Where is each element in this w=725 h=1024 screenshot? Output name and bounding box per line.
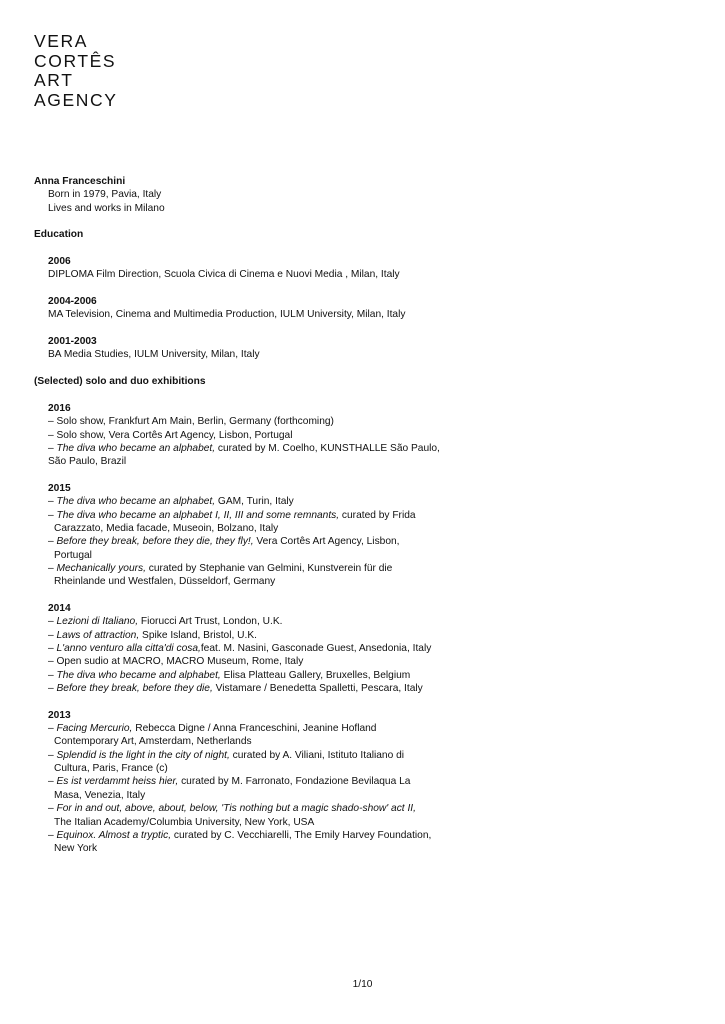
entry-dash: –	[48, 829, 57, 841]
education-entry: DIPLOMA Film Direction, Scuola Civica di Cinema e Nuovi Media , Milan, Italy	[48, 269, 400, 281]
exhibition-entry	[34, 615, 474, 628]
exhibitions-heading: (Selected) solo and duo exhibitions	[34, 376, 206, 388]
entry-dash: –	[48, 749, 57, 761]
exhibition-entry: – Open sudio at MACRO, MACRO Museum, Rome, Italy	[48, 656, 304, 668]
exhibition-title: Es ist verdammt heiss hier,	[56, 776, 179, 788]
entry-dash: –	[48, 442, 57, 454]
exhibition-year: 2013	[48, 709, 71, 721]
exhibition-details: curated by M. Farronato, Fondazione Bevilaqua La	[178, 776, 411, 788]
entry-dash: –	[48, 643, 57, 655]
exhibition-title: Splendid is the light in the city of night,	[56, 749, 230, 761]
entry-dash: –	[48, 683, 57, 695]
exhibition-entry-continued: Portugal	[54, 549, 92, 561]
exhibition-details: curated by A. Viliani, Istituto Italiano di	[229, 749, 405, 761]
logo-line-4: AGENCY	[34, 89, 118, 110]
entry-dash: –	[48, 496, 57, 508]
exhibition-title: The diva who became and alphabet,	[56, 669, 221, 681]
page-number: 1/10	[352, 979, 373, 990]
exhibition-year: 2014	[48, 603, 71, 614]
exhibition-details: curated by C. Vecchiarelli, The Emily Harvey Foundation,	[171, 829, 432, 841]
exhibition-details: Elisa Platteau Gallery, Bruxelles, Belgium	[220, 669, 411, 681]
exhibition-entry-continued: The Italian Academy/Columbia University, New York, USA	[54, 816, 315, 828]
entry-dash: –	[48, 776, 57, 788]
exhibition-title: The diva who became an alphabet,	[56, 496, 216, 508]
artist-lives: Lives and works in Milano	[48, 202, 165, 214]
exhibition-title: For in and out, above, about, below, 'Tis nothing but a magic shado-show' act II,	[56, 803, 416, 815]
exhibition-entry	[34, 775, 474, 788]
exhibition-entry	[34, 629, 474, 642]
agency-logo	[34, 32, 118, 110]
exhibition-details: Rebecca Digne / Anna Franceschini, Jeanine Hofland	[132, 723, 377, 735]
exhibition-entry	[34, 535, 474, 548]
exhibition-details: feat. M. Nasini, Gasconade Guest, Ansedonia, Italy	[200, 643, 432, 655]
exhibition-entry: – Solo show, Frankfurt Am Main, Berlin, Germany (forthcoming)	[48, 416, 334, 428]
exhibition-entry-continued: Carazzato, Media facade, Museoin, Bolzano, Italy	[54, 522, 279, 534]
exhibition-entry	[34, 642, 474, 655]
exhibition-entry	[34, 495, 474, 508]
exhibition-entry-continued: New York	[54, 843, 98, 855]
education-year: 2001-2003	[48, 336, 97, 348]
entry-dash: –	[48, 803, 57, 815]
entry-dash: –	[48, 536, 57, 548]
exhibition-entry-continued: Masa, Venezia, Italy	[54, 789, 146, 801]
exhibition-title: The diva who became an alphabet,	[56, 442, 216, 454]
exhibition-title: Before they break, before they die,	[56, 683, 213, 695]
exhibition-title: The diva who became an alphabet I, II, III and some remnants,	[56, 509, 340, 521]
entry-dash: –	[48, 629, 57, 641]
education-entry: MA Television, Cinema and Multimedia Production, IULM University, Milan, Italy	[48, 309, 406, 321]
exhibition-details: Spike Island, Bristol, U.K.	[139, 629, 257, 641]
entry-dash: –	[48, 723, 57, 735]
artist-name: Anna Franceschini	[34, 176, 126, 187]
exhibition-entry	[34, 442, 474, 455]
exhibition-entry	[34, 669, 474, 682]
exhibition-entry	[34, 509, 474, 522]
exhibition-entry	[34, 722, 474, 735]
exhibition-details: curated by Stephanie van Gelmini, Kunstverein für die	[145, 562, 393, 574]
exhibition-entry-continued: Rheinlande und Westfalen, Düsseldorf, Germany	[54, 576, 276, 588]
entry-dash: –	[48, 562, 57, 574]
exhibition-year: 2015	[48, 482, 71, 494]
logo-line-3: ART	[34, 70, 74, 90]
exhibition-details: Fiorucci Art Trust, London, U.K.	[138, 616, 283, 628]
education-year: 2004-2006	[48, 296, 97, 308]
exhibition-title: Facing Mercurio,	[56, 723, 133, 735]
exhibition-title: L'anno venturo alla citta'di cosa,	[56, 643, 201, 655]
exhibition-title: Before they break, before they die, they fly!,	[56, 536, 254, 548]
entry-dash: –	[48, 616, 57, 628]
exhibition-entry	[34, 802, 474, 815]
exhibition-title: Mechanically yours,	[56, 562, 146, 574]
exhibition-year: 2016	[48, 402, 71, 414]
exhibition-entry-continued: São Paulo, Brazil	[48, 456, 127, 468]
exhibition-entry-continued: Contemporary Art, Amsterdam, Netherlands	[54, 736, 252, 748]
exhibition-details: Vistamare / Benedetta Spalletti, Pescara, Italy	[212, 683, 423, 695]
entry-dash: –	[48, 669, 57, 681]
education-entry: BA Media Studies, IULM University, Milan, Italy	[48, 349, 260, 361]
education-year: 2006	[48, 256, 71, 268]
exhibition-title: Laws of attraction,	[56, 629, 140, 641]
exhibition-title: Equinox. Almost a tryptic,	[56, 829, 172, 841]
exhibition-details: Vera Cortês Art Agency, Lisbon,	[253, 536, 400, 548]
logo-line-1: VERA	[34, 31, 89, 51]
exhibition-entry-continued: Cultura, Paris, France (c)	[54, 763, 168, 775]
exhibition-entry	[34, 562, 474, 575]
entry-dash: –	[48, 509, 57, 521]
education-heading: Education	[34, 229, 84, 241]
exhibition-entry	[34, 749, 474, 762]
exhibition-details: curated by Frida	[339, 509, 416, 521]
exhibition-entry	[34, 829, 474, 842]
logo-line-2: CORTÊS	[34, 50, 117, 71]
exhibition-entry: – Solo show, Vera Cortês Art Agency, Lisbon, Portugal	[48, 429, 293, 441]
exhibition-title: Lezioni di Italiano,	[56, 616, 139, 628]
exhibition-details: curated by M. Coelho, KUNSTHALLE São Paulo,	[215, 442, 440, 454]
cv-document	[34, 175, 474, 856]
artist-born: Born in 1979, Pavia, Italy	[48, 189, 162, 201]
exhibition-details: GAM, Turin, Italy	[215, 496, 294, 508]
exhibition-entry	[34, 682, 474, 695]
